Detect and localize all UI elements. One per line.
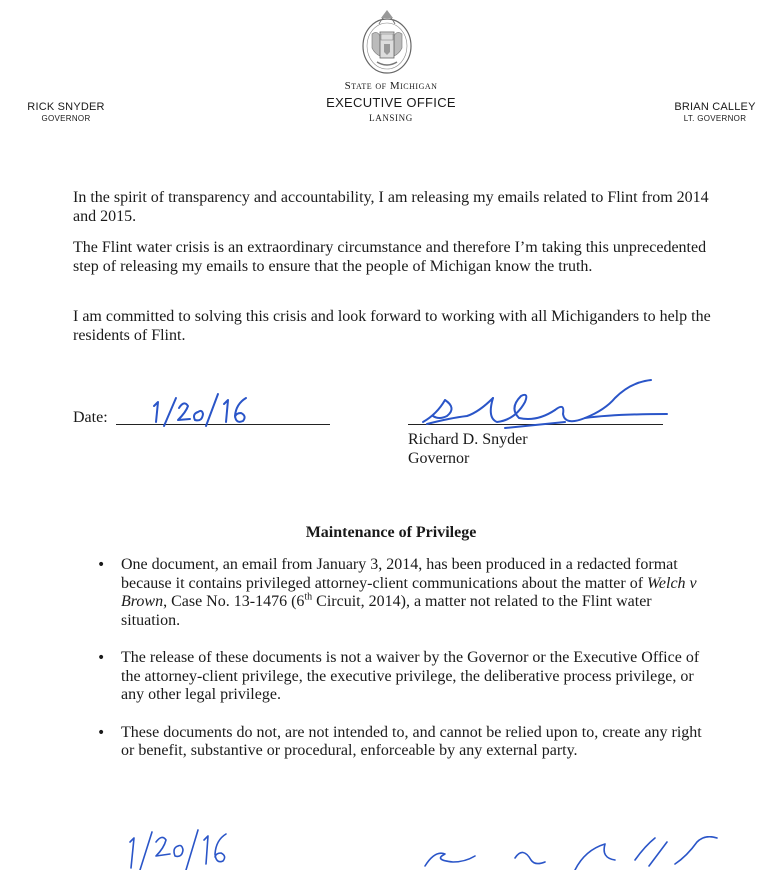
privilege-item-no-rights: • These documents do not, are not intended to, and cannot be relied upon to, create any right or benefit, substantive or procedural, enforceable by any external party.: [97, 724, 707, 761]
governor-heading: [16, 101, 116, 123]
governor-name: RICK SNYDER: [27, 101, 105, 113]
office-name: EXECUTIVE OFFICE: [326, 95, 456, 110]
signer-name: Richard D. Snyder: [408, 431, 528, 448]
handwritten-date: [146, 392, 256, 428]
lt-governor-name: BRIAN CALLEY: [674, 101, 756, 113]
office-city: LANSING: [369, 113, 413, 123]
privilege-item-redacted: [97, 556, 707, 630]
lt-governor-title: LT. GOVERNOR: [683, 114, 747, 123]
state-name: State of Michigan: [344, 80, 438, 92]
circuit-ordinal: th: [304, 591, 313, 603]
signer-title: Governor: [408, 450, 470, 467]
b1-text-mid: , Case No. 13-1476 (6: [163, 593, 305, 610]
paragraph-transparency: In the spirit of transparency and accountability, I am releasing my emails related to Flint from 2014 and 2015.: [73, 189, 709, 225]
bottom-handwritten-signature: [405, 836, 735, 870]
governor-title: GOVERNOR: [41, 114, 91, 123]
privilege-item-no-waiver: • The release of these documents is not a waiver by the Governor or the Executive Office of the attorney-client privilege, the executive privilege, the deliberative process privilege, or any other legal privilege.: [97, 649, 707, 705]
paragraph-crisis: The Flint water crisis is an extraordinary circumstance and therefore I’m taking this unprecedented step of releasing my emails to ensure that the people of Michigan know the truth.: [73, 239, 707, 275]
paragraph-commitment: I am committed to solving this crisis and look forward to working with all Michiganders to help the residents of Flint.: [73, 308, 711, 344]
date-label: Date:: [73, 409, 108, 426]
michigan-seal-icon: [357, 4, 417, 76]
privilege-heading: Maintenance of Privilege: [305, 524, 477, 541]
case-name: Welch v Brown: [121, 574, 697, 610]
b1-text-post: Circuit, 2014), a matter not related to the Flint water situation.: [121, 593, 652, 629]
privilege-list: [97, 556, 707, 761]
lt-governor-heading: [665, 101, 765, 123]
b1-text-pre: One document, an email from January 3, 2014, has been produced in a redacted format because it contains privileged attorney-client communications about the matter of: [121, 556, 678, 592]
office-heading: [286, 80, 496, 123]
handwritten-signature: [405, 378, 675, 438]
bottom-handwritten-date: [120, 828, 250, 870]
signer-block: [408, 430, 528, 468]
